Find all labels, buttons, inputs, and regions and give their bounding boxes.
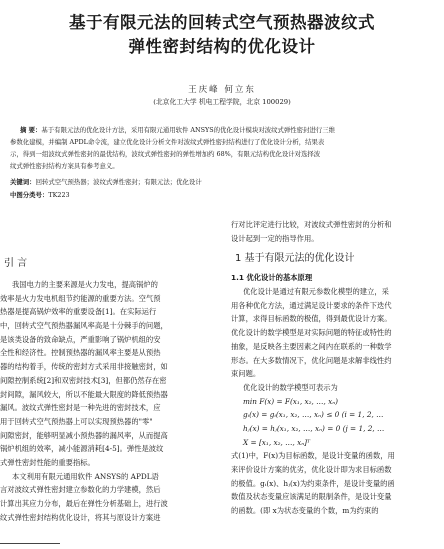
abstract-text: 示，得到一组波纹式弹性密封的最优结构，波纹式弹性密封的弹性增加约 68%，有限元结构优化设计对选择波 (10, 150, 321, 158)
keywords-label: 关键词： (10, 178, 36, 186)
paper-title-line-2: 弹性密封结构的优化设计 (128, 37, 316, 56)
intro-heading: 引 言 (4, 258, 28, 269)
abstract-text: 基于有限元法的优化设计方法，采用有限元通用软件 ANSYS的优化设计模块对波纹式弹性密封进行三维 (41, 126, 336, 134)
intro-line: 漏风。波纹式弹性密封是一种先进的密封技术，应 (0, 403, 161, 413)
intro-line: 本文利用有限元通用软件 ANSYS的 APDL语 (12, 471, 159, 481)
formula-design-vector: X = [x₁, x₂, …, xₙ]ᵀ (243, 437, 311, 447)
body-line: 计算，求得目标函数的极值，得到最优设计方案。 (231, 314, 392, 324)
formula-objective: min F(x) = F(x₁, x₂, …, xₙ) (243, 396, 339, 406)
keywords-text: 回转式空气预热器；波纹式弹性密封；有限元法；优化设计 (35, 178, 202, 186)
footnote-rule (0, 543, 60, 544)
formula-equality-constraint: hⱼ(x) = hⱼ(x₁, x₂, …, xₙ) = 0 (j = 1, 2, … (243, 423, 385, 433)
body-line: 优化设计的数学模型是对实际问题的特征或特性的 (231, 328, 392, 338)
intro-line: 我国电力的主要来源是火力发电，提高锅炉的 (12, 280, 158, 289)
body-line: 行对比评定进行比较，对波纹式弹性密封的分析和 (231, 220, 392, 229)
body-line: 的函数。(即 x为状态变量的个数，m为约束的 (231, 506, 379, 516)
abstract-label: 摘 要： (20, 126, 42, 134)
classification-line (10, 190, 434, 202)
intro-line: 是该类设备的致命缺点，严重影响了锅炉机组的安 (0, 334, 161, 344)
right-column (231, 218, 444, 518)
body-line: 优化设计的数学模型可表示为 (243, 382, 338, 392)
affiliation: (北京化工大学 机电工程学院，北京 100029) (153, 98, 291, 106)
intro-line: 言对波纹式弹性密封建立参数化的力学建模，然后 (0, 485, 161, 495)
abstract-line (20, 125, 444, 137)
classification-code: TK223 (48, 191, 70, 199)
body-line: 的极值。gᵢ(x)、hⱼ(x)为约束条件，是设计变量的函 (231, 478, 395, 488)
intro-line: 间隙密封，能够明显减小预热器的漏风率，从而提高 (0, 430, 168, 440)
classification-label: 中图分类号： (10, 191, 49, 199)
keywords-line (10, 177, 434, 189)
body-line: 束问题。 (231, 369, 261, 379)
abstract-line (10, 161, 434, 173)
authors: 王庆峰 何立东 (188, 85, 256, 95)
paper-title-line-1: 基于有限元法的回转式空气预热器波纹式 (69, 13, 375, 32)
intro-line: 器的结构着手，传统的密封方式采用非接触密封，如 (0, 362, 168, 372)
intro-line: 纹式弹性密封结构优化设计，将其与原设计方案进 (0, 512, 161, 522)
intro-line: 间隙控制系统[2]和双密封技术[3]，但都仍然存在密 (0, 375, 167, 385)
section-1-heading: 1 基于有限元法的优化设计 (235, 253, 355, 265)
intro-line: 式弹性密封性能的重要指标。 (0, 457, 95, 467)
intro-line: 用于回转式空气预热器上可以实现预热器的"零" (0, 416, 153, 426)
intro-line: 锅炉机组的效率，减小能源消耗[4-5]。弹性是波纹 (0, 444, 164, 454)
intro-line: 效率是火力发电机组节约能源的重要方法。空气预 (0, 293, 161, 303)
intro-line: 计算出其应力分布，最后在弹性分析基础上，进行波 (0, 499, 168, 508)
left-column (0, 256, 221, 524)
body-line: 形态。在大多数情况下，优化问题是求解非线性约 (231, 355, 392, 365)
abstract-text: 参数化建模，并编制 APDL命令流，建立优化设计分析文件对波纹式弹性密封结构进行了优化设计分析，结果表 (10, 138, 325, 146)
body-line: 式(1)中，F(x)为目标函数，是设计变量的函数，用 (231, 451, 395, 461)
body-line: 设计起到一定的指导作用。 (231, 233, 319, 243)
abstract-line (10, 149, 434, 161)
body-line: 数值及状态变量应该满足的限制条件，是设计变量 (231, 492, 392, 502)
body-line: 用各种优化方法，通过满足设计要求的条件下迭代 (231, 300, 392, 310)
abstract-text: 纹式弹性密封结构方案具有参考意义。 (10, 162, 119, 170)
body-line: 来评价设计方案的优劣，优化设计即为求目标函数 (231, 465, 392, 474)
abstract-line (10, 137, 434, 149)
intro-line: 封间隙，漏风较大，所以不能最大限度的降低预热器 (0, 389, 168, 399)
intro-line: 全性和经济性。控制预热器的漏风率主要是从预热 (0, 348, 161, 358)
intro-line: 中，回转式空气预热器漏风率高是十分棘手的问题， (0, 321, 168, 331)
body-line: 抽象，是反映各主要因素之间内在联系的一种数学 (231, 341, 392, 351)
body-line: 优化设计是通过有限元参数化模型的建立，采 (243, 287, 389, 297)
intro-line: 热器是提高锅炉效率的重要设备[1]。在实际运行 (0, 307, 157, 317)
subsection-heading: 1.1 优化设计的基本原理 (231, 273, 313, 283)
formula-inequality-constraint: gᵢ(x) = gᵢ(x₁, x₂, …, xₙ) ≤ 0 (i = 1, 2, … (243, 410, 384, 420)
